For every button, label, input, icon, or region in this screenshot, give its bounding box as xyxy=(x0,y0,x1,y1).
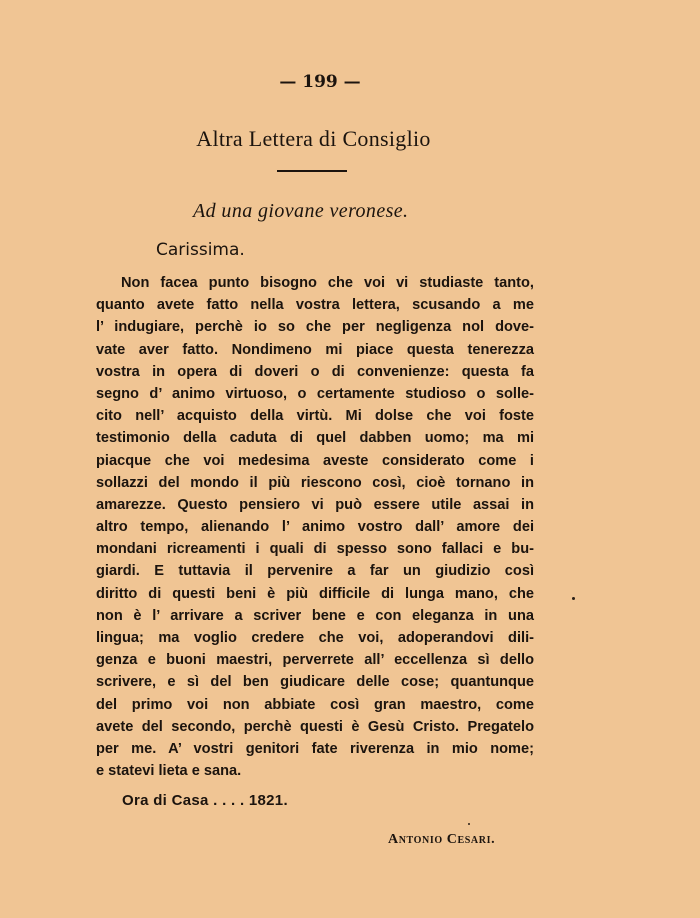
body-line: Non facea punto bisogno che voi vi studiaste tanto, xyxy=(121,275,534,291)
salutation: Carissima. xyxy=(156,240,245,260)
body-line: giardi. E tuttavia il pervenire a far un giudizio così xyxy=(96,563,534,580)
signature: Antonio Cesari. xyxy=(388,832,496,847)
body-line: segno d’ animo virtuoso, o certamente studioso o solle- xyxy=(96,385,534,402)
letter-body xyxy=(96,272,534,782)
body-line: mondani ricreamenti i quali di spesso sono fallaci e bu- xyxy=(96,541,534,558)
body-line: non è l’ arrivare a scriver bene e con eleganza in una xyxy=(96,607,534,624)
ink-speck xyxy=(572,597,575,600)
body-line: avete del secondo, perchè questi è Gesù Cristo. Pregatelo xyxy=(96,718,534,735)
letter-subtitle: Ad una giovane veronese. xyxy=(193,200,409,222)
closing-dateline: Ora di Casa . . . . 1821. xyxy=(122,792,288,809)
body-line: lingua; ma voglio credere che voi, adoperandovi dili- xyxy=(96,630,534,646)
body-line: piacque che voi medesima aveste considerato come i xyxy=(96,452,534,469)
ink-speck xyxy=(468,823,470,825)
body-line: diritto di questi beni è più difficile di lunga mano, che xyxy=(96,585,534,602)
body-line: per me. A’ vostri genitori fate riverenza in mio nome; xyxy=(96,740,534,757)
body-line: e statevi lieta e sana. xyxy=(96,763,242,780)
body-line: sollazzi del mondo il più riescono così, cioè tornano in xyxy=(96,474,534,491)
body-line: vate aver fatto. Nondimeno mi piace questa tenerezza xyxy=(96,341,534,358)
body-line: testimonio della caduta di quel dabben uomo; ma mi xyxy=(96,430,534,447)
body-line: amarezze. Questo pensiero vi può essere utile assai in xyxy=(96,496,534,513)
title-divider xyxy=(277,170,347,172)
letter-title: Altra Lettera di Consiglio xyxy=(196,126,431,151)
body-line: scrivere, e sì del ben giudicare delle cose; quantunque xyxy=(96,674,534,691)
body-line: del primo voi non abbiate così gran maestro, come xyxy=(96,696,534,713)
body-line: cito nell’ acquisto della virtù. Mi dolse che voi foste xyxy=(96,408,534,425)
body-line: vostra in opera di doveri o di convenienze: questa fa xyxy=(96,363,534,380)
body-line: quanto avete fatto nella vostra lettera, scusando a me xyxy=(96,297,534,314)
body-line: genza e buoni maestri, perverrete all’ eccellenza sì dello xyxy=(96,652,534,669)
body-line: altro tempo, alienando l’ animo vostro dall’ amore dei xyxy=(96,519,534,536)
body-line: l’ indugiare, perchè io so che per negligenza nol dove- xyxy=(96,319,534,336)
page-number: — 199 — xyxy=(279,72,361,92)
